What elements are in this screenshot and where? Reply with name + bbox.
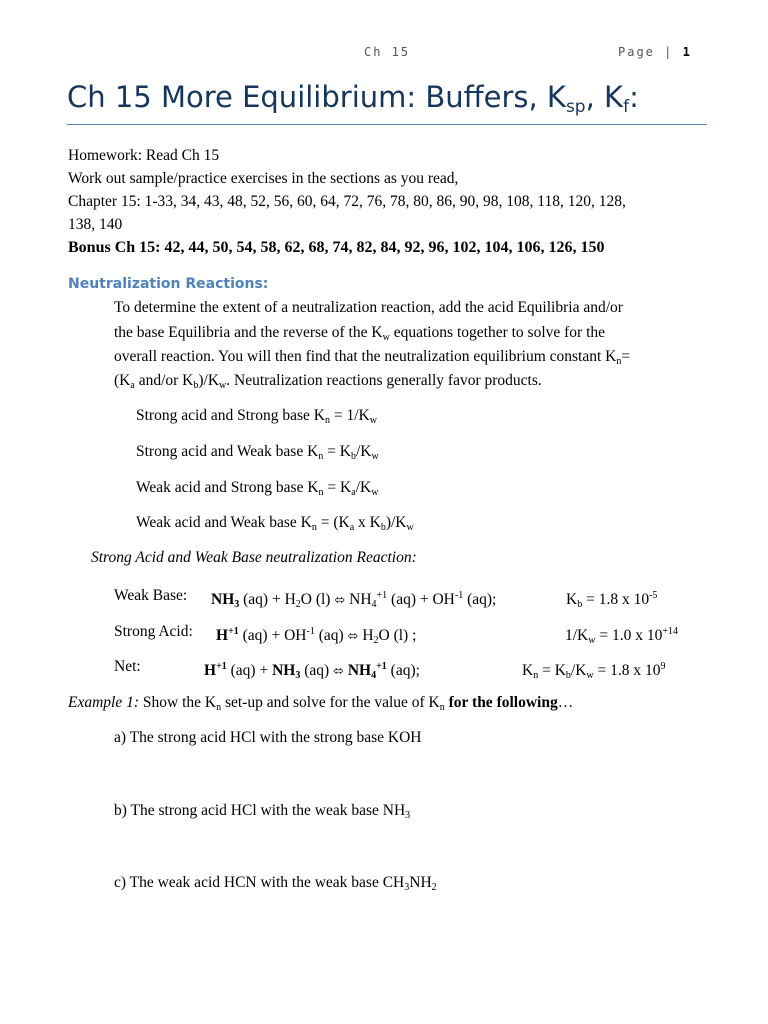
homework-line-3: Chapter 15: 1-33, 34, 43, 48, 52, 56, 60, 64, 72, 76, 78, 80, 86, 90, 98, 108, 118, 120, 128, [68, 193, 626, 210]
header-page-number [618, 45, 692, 59]
example-label: Example 1: [68, 694, 140, 711]
strong-acid-equation: $H^{+1}$ $(aq) + OH^{-1}$ (aq) ⬄ $H_2O$ (l) ; [216, 626, 417, 646]
equilibrium-arrow-icon: ⬄ [334, 593, 346, 608]
question-a: a) The strong acid HCl with the strong base KOH [114, 729, 422, 746]
example-1: Example 1: Show the $K_n$ set-up and solve for the value of $K_n$ for the following… [68, 694, 574, 713]
kn-value: $K_n = K_b/K_w = 1.8$ x $10^9$ [522, 661, 666, 681]
weak-base-equation: $NH_3$ $(aq) + H_2O$ (l) ⬄ $NH_4^{+1}$ $(aq) + OH^{-1}$ (aq); [211, 590, 497, 610]
question-b: b) The strong acid HCl with the weak base $NH_3$ [114, 802, 411, 821]
homework-line-2: Work out sample/practice exercises in the sections as you read, [68, 170, 459, 187]
paragraph-line-2: the base Equilibria and the reverse of the $K_w$ equations together to solve for the [114, 324, 606, 343]
paragraph-line-1: To determine the extent of a neutralization reaction, add the acid Equilibria and/or [114, 299, 623, 316]
kb-value: $K_b = 1.8$ x $10^{-5}$ [566, 590, 658, 610]
page-number: 1 [682, 45, 692, 59]
case-weak-strong: Weak acid and Strong base $K_n = K_a/K_w$ [136, 479, 379, 498]
paragraph-line-4: ($K_a$ and/or $K_b)/K_w$. Neutralization reactions generally favor products. [114, 372, 542, 391]
net-label: Net: [114, 658, 141, 675]
kw-value: $1/K_w = 1.0$ x $10^{+14}$ [565, 626, 678, 646]
title-sub-f: f [623, 97, 630, 117]
page-label: Page | [618, 45, 683, 59]
title-end: : [629, 80, 639, 114]
homework-line-1: Homework: Read Ch 15 [68, 147, 220, 164]
paragraph-line-3: overall reaction. You will then find that the neutralization equilibrium constant $K_n=$ [114, 348, 631, 367]
page-title [67, 80, 639, 117]
title-sub-sp: sp [565, 97, 586, 117]
bonus-problems: Bonus Ch 15: 42, 44, 50, 54, 58, 62, 68, 74, 82, 84, 92, 96, 102, 104, 106, 126, 150 [68, 239, 605, 256]
homework-line-4: 138, 140 [68, 216, 123, 233]
weak-base-label: Weak Base: [114, 587, 188, 604]
case-weak-weak: Weak acid and Weak base $K_n = (K_a$ x $K_b)/K_w$ [136, 514, 414, 533]
case-strong-strong: Strong acid and Strong base $K_n = 1/K_w$ [136, 407, 377, 426]
strong-acid-label: Strong Acid: [114, 623, 193, 640]
question-c: c) The weak acid HCN with the weak base $CH_3NH_2$ [114, 874, 437, 893]
section-heading: Neutralization Reactions: [68, 276, 269, 292]
equilibrium-arrow-icon: ⬄ [333, 664, 344, 679]
title-text: Ch 15 More Equilibrium: Buffers, K [67, 80, 566, 114]
title-sep: , K [585, 80, 624, 114]
title-rule [67, 124, 707, 125]
subheading: Strong Acid and Weak Base neutralization Reaction: [91, 549, 417, 566]
header-chapter: Ch 15 [364, 45, 411, 59]
net-equation: $H^{+1}$ $(aq) + NH_3$ (aq) ⬄ $NH_4^{+1}$ (aq); [204, 661, 420, 681]
case-strong-weak: Strong acid and Weak base $K_n = K_b/K_w$ [136, 443, 379, 462]
equilibrium-arrow-icon: ⬄ [347, 629, 359, 644]
